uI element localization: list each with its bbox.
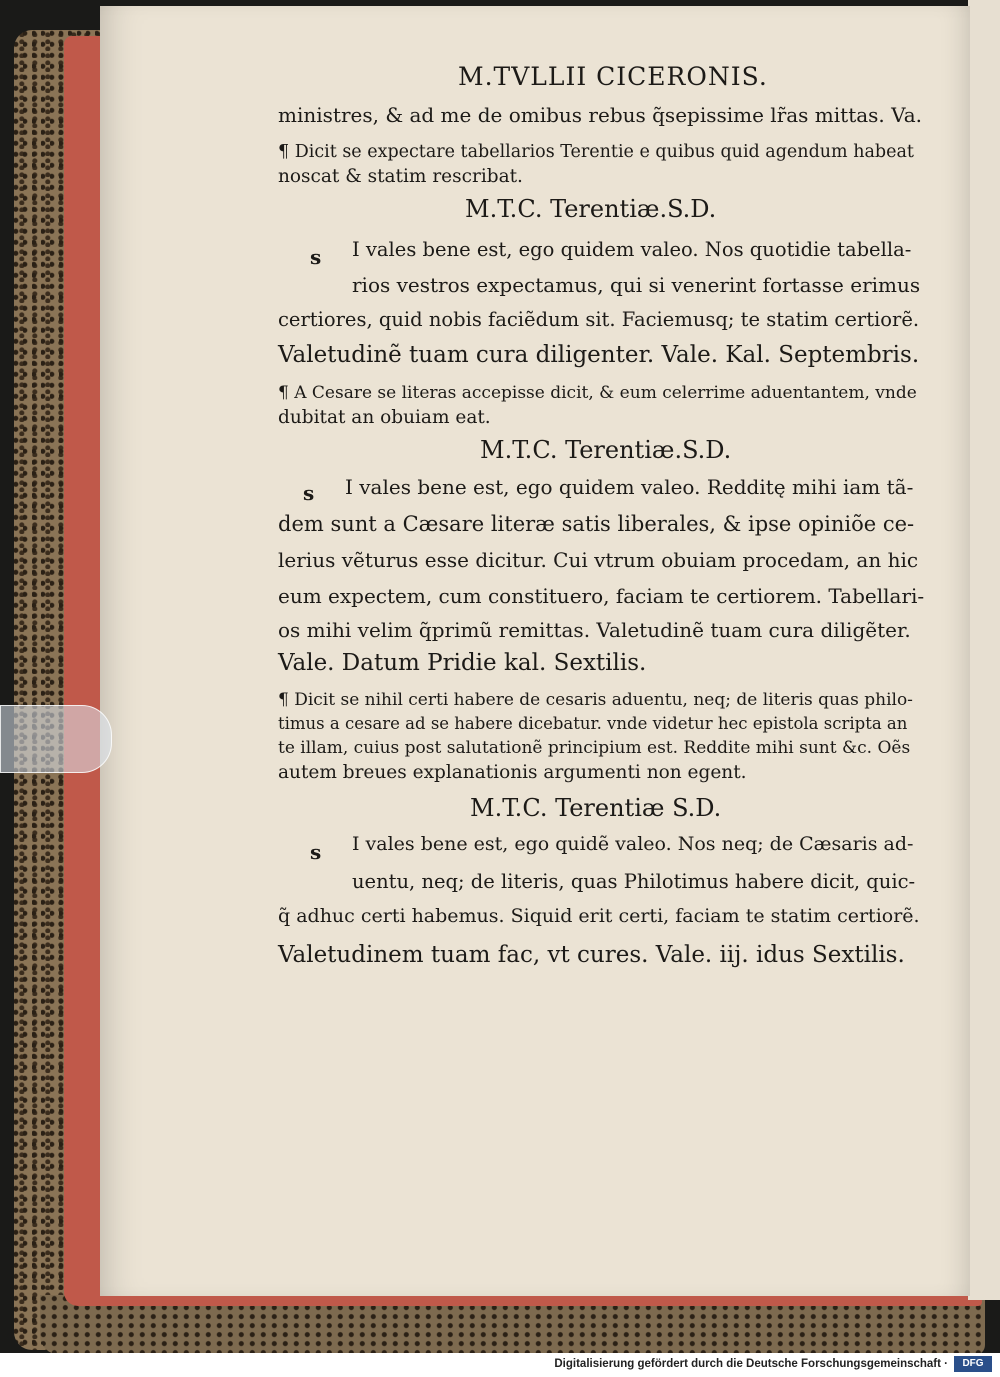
letter-heading: M.T.C. Terentiæ.S.D. <box>480 436 732 464</box>
drop-initial: s <box>303 481 315 505</box>
text-line: ministres, & ad me de omibus rebus q̃sepissime lr̃as mittas. Va. <box>278 103 923 127</box>
footer-bar <box>0 1353 1000 1377</box>
text-line: Valetudinẽ tuam cura diligenter. Vale. Kal. Septembris. <box>278 342 920 368</box>
commentary-line: ¶ Dicit se expectare tabellarios Terentie e quibus quid agendum habeat <box>278 142 914 162</box>
commentary-line: autem breues explanationis argumenti non egent. <box>278 762 747 783</box>
commentary-line: te illam, cuius post salutationẽ principium est. Reddite mihi sunt &c. Oẽs <box>278 738 911 758</box>
bookmark-strip <box>0 705 112 773</box>
text-line: uentu, neq; de literis, quas Philotimus habere dicit, quic- <box>352 870 916 893</box>
text-line: os mihi velim q̃primũ remittas. Valetudinẽ tuam cura diligẽter. <box>278 618 911 642</box>
commentary-line: noscat & statim rescribat. <box>278 166 523 187</box>
text-line: I vales bene est, ego quidem valeo. Redditę mihi iam tã- <box>345 475 914 499</box>
running-head: M.TVLLII CICERONIS. <box>458 62 768 91</box>
text-line: q̃ adhuc certi habemus. Siquid erit certi, faciam te statim certiorẽ. <box>278 905 920 927</box>
text-line: eum expectem, cum constituero, faciam te certiorem. Tabellari- <box>278 584 925 608</box>
letter-heading: M.T.C. Terentiæ S.D. <box>470 794 722 822</box>
commentary-line: timus a cesare ad se habere dicebatur. vnde videtur hec epistola scripta an <box>278 714 908 733</box>
drop-initial: s <box>310 245 322 269</box>
footer-credit: Digitalisierung gefördert durch die Deutsche Forschungsgemeinschaft · <box>554 1358 948 1370</box>
text-line: Valetudinem tuam fac, vt cures. Vale. iij. idus Sextilis. <box>278 942 905 968</box>
commentary-line: ¶ Dicit se nihil certi habere de cesaris aduentu, neq; de literis quas philo- <box>278 690 913 710</box>
facing-page-edge <box>968 0 1000 1300</box>
commentary-line: dubitat an obuiam eat. <box>278 407 491 428</box>
letter-heading: M.T.C. Terentiæ.S.D. <box>465 195 717 223</box>
text-line: I vales bene est, ego quidẽ valeo. Nos neq; de Cæsaris ad- <box>352 833 914 855</box>
text-line: Vale. Datum Pridie kal. Sextilis. <box>278 650 647 676</box>
dfg-logo-icon: DFG <box>954 1356 992 1372</box>
drop-initial: s <box>310 840 322 864</box>
text-line: lerius vẽturus esse dicitur. Cui vtrum obuiam procedam, an hic <box>278 548 919 572</box>
commentary-line: ¶ A Cesare se literas accepisse dicit, & eum celerrime aduentantem, vnde <box>278 383 917 403</box>
text-line: certiores, quid nobis faciẽdum sit. Faciemusq; te statim certiorẽ. <box>278 308 920 331</box>
text-line: I vales bene est, ego quidem valeo. Nos quotidie tabella- <box>352 238 912 261</box>
text-line: rios vestros expectamus, qui si venerint fortasse erimus <box>352 273 921 297</box>
text-line: dem sunt a Cæsare literæ satis liberales, & ipse opiniõe ce- <box>278 512 915 536</box>
